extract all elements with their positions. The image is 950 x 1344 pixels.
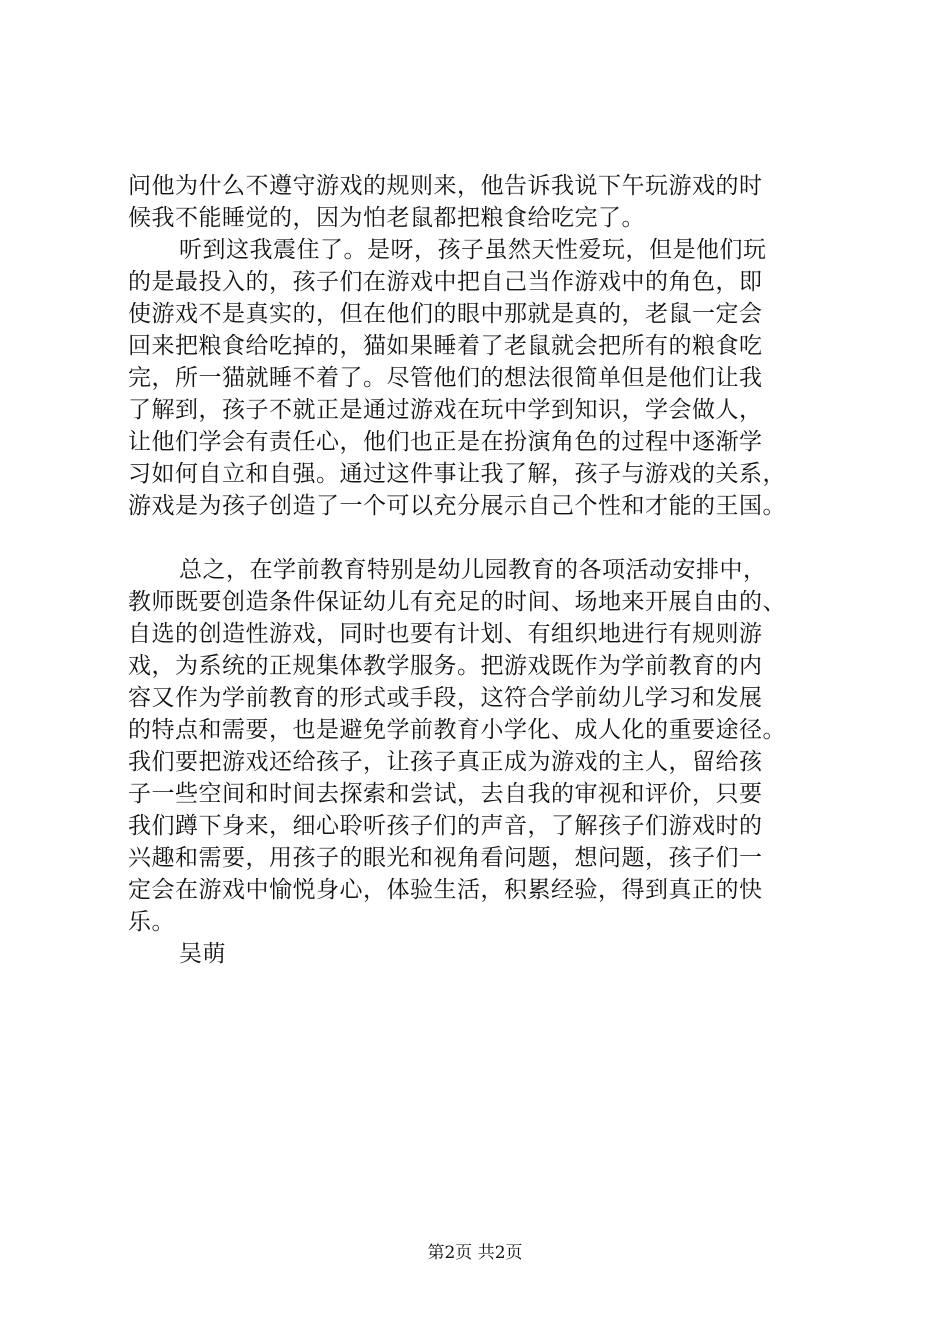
paragraph-line: 乐。	[128, 909, 175, 935]
paragraph-line: 容又作为学前教育的形式或手段，这符合学前幼儿学习和发展	[128, 685, 763, 711]
document-body	[128, 170, 848, 970]
paragraph-line: 子一些空间和时间去探索和尝试，去自我的审视和评价，只要	[128, 781, 763, 807]
paragraph-line: 戏，为系统的正规集体教学服务。把游戏既作为学前教育的内	[128, 653, 763, 679]
paragraph-line: 候我不能睡觉的，因为怕老鼠都把粮食给吃完了。	[128, 205, 645, 231]
paragraph-spacer	[128, 522, 848, 554]
paragraph-line: 习如何自立和自强。通过这件事让我了解，孩子与游戏的关系，	[128, 461, 786, 487]
paragraph-line: 完，所一猫就睡不着了。尽管他们的想法很简单但是他们让我	[128, 365, 763, 391]
paragraph-line: 听到这我震住了。是呀，孩子虽然天性爱玩，但是他们玩	[179, 237, 767, 263]
page-footer	[0, 1241, 950, 1265]
paragraph-line: 让他们学会有责任心，他们也正是在扮演角色的过程中逐渐学	[128, 429, 763, 455]
paragraph-line: 定会在游戏中愉悦身心，体验生活，积累经验，得到真正的快	[128, 877, 763, 903]
paragraph-line: 自选的创造性游戏，同时也要有计划、有组织地进行有规则游	[128, 621, 763, 647]
paragraph-line: 问他为什么不遵守游戏的规则来，他告诉我说下午玩游戏的时	[128, 173, 763, 199]
paragraph-line: 总之，在学前教育特别是幼儿园教育的各项活动安排中，	[179, 557, 767, 583]
paragraph-line: 的特点和需要，也是避免学前教育小学化、成人化的重要途径。	[128, 717, 786, 743]
paragraph-line: 教师既要创造条件保证幼儿有充足的时间、场地来开展自由的、	[128, 589, 786, 615]
paragraph-line: 我们蹲下身来，细心聆听孩子们的声音，了解孩子们游戏时的	[128, 813, 763, 839]
paragraph-line: 回来把粮食给吃掉的，猫如果睡着了老鼠就会把所有的粮食吃	[128, 333, 763, 359]
paragraph-line: 兴趣和需要，用孩子的眼光和视角看问题，想问题，孩子们一	[128, 845, 763, 871]
author-signature: 吴萌	[179, 941, 226, 967]
paragraph-line: 使游戏不是真实的，但在他们的眼中那就是真的，老鼠一定会	[128, 301, 763, 327]
paragraph-line: 了解到，孩子不就正是通过游戏在玩中学到知识，学会做人，	[128, 397, 763, 423]
paragraph-line: 游戏是为孩子创造了一个可以充分展示自己个性和才能的王国。	[128, 493, 786, 519]
paragraph-line: 的是最投入的，孩子们在游戏中把自己当作游戏中的角色，即	[128, 269, 763, 295]
page-number-label: 第2页 共2页	[427, 1243, 523, 1263]
paragraph-line: 我们要把游戏还给孩子，让孩子真正成为游戏的主人，留给孩	[128, 749, 763, 775]
